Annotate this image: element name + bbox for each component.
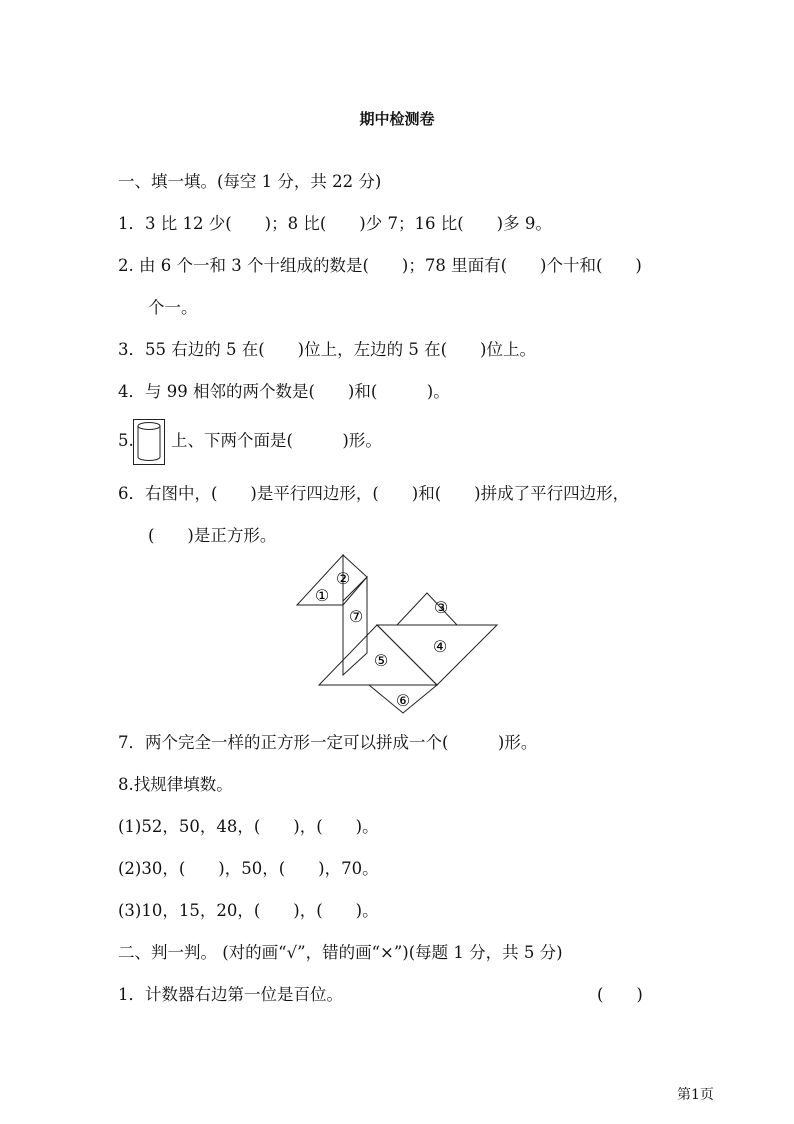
- question-8: 8.找规律填数。: [118, 775, 233, 794]
- tangram-piece-7: [343, 577, 367, 675]
- question-4: 4．与 99 相邻的两个数是( )和( )。: [118, 382, 450, 401]
- tangram-label-5: ⑤: [373, 651, 389, 670]
- question-1: 1．3 比 12 少( )；8 比( )少 7；16 比( )多 9。: [118, 214, 552, 233]
- question-8-part-2: (2)30，( )，50，( )，70。: [118, 859, 379, 878]
- page-number: 第1页: [677, 1087, 714, 1103]
- question-8-part-3: (3)10，15，20，( )，( )。: [118, 901, 379, 920]
- judge-question-1-answer: ( ): [597, 985, 643, 1004]
- question-7: 7．两个完全一样的正方形一定可以拼成一个( )形。: [118, 733, 538, 752]
- question-5-number: 5.: [118, 431, 134, 450]
- tangram-label-7: ⑦: [348, 607, 364, 626]
- page-title: 期中检测卷: [359, 110, 435, 128]
- question-2-line-1: 2. 由 6 个一和 3 个十组成的数是( )；78 里面有( )个十和( ): [118, 256, 642, 275]
- judge-question-1: 1．计数器右边第一位是百位。: [118, 985, 343, 1004]
- cylinder-figure: [133, 419, 165, 465]
- tangram-figure: [294, 553, 500, 715]
- tangram-label-6: ⑥: [395, 691, 411, 710]
- section-2-heading: 二、判一判。 (对的画“√”，错的画“×”)(每题 1 分，共 5 分): [118, 943, 563, 962]
- tangram-label-2: ②: [335, 569, 351, 588]
- question-8-part-1: (1)52，50，48，( )，( )。: [118, 817, 379, 836]
- question-6-line-2: ( )是正方形。: [148, 526, 277, 545]
- tangram-label-1: ①: [314, 586, 330, 605]
- tangram-label-4: ④: [432, 637, 448, 656]
- question-3: 3．55 右边的 5 在( )位上，左边的 5 在( )位上。: [118, 340, 536, 359]
- tangram-label-3: ③: [433, 598, 449, 617]
- question-2-line-2: 个一。: [148, 298, 198, 317]
- question-6-line-1: 6．右图中，( )是平行四边形，( )和( )拼成了平行四边形，: [118, 484, 630, 503]
- section-1-heading: 一、填一填。(每空 1 分，共 22 分): [118, 172, 382, 191]
- question-5-text: 上、下两个面是( )形。: [171, 431, 382, 450]
